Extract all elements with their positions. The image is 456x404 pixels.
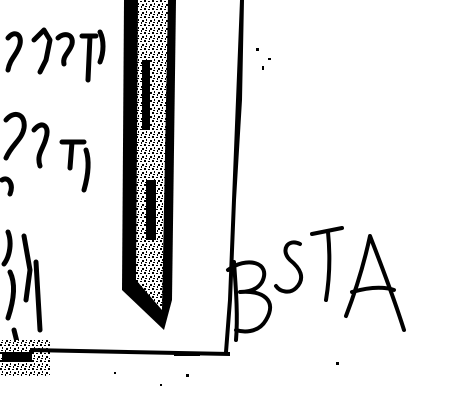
handwritten-annotation-signature bbox=[228, 228, 404, 340]
frame-border-right bbox=[224, 0, 244, 352]
ink-smudge bbox=[0, 340, 50, 376]
tibetan-script-fragment bbox=[2, 30, 103, 346]
